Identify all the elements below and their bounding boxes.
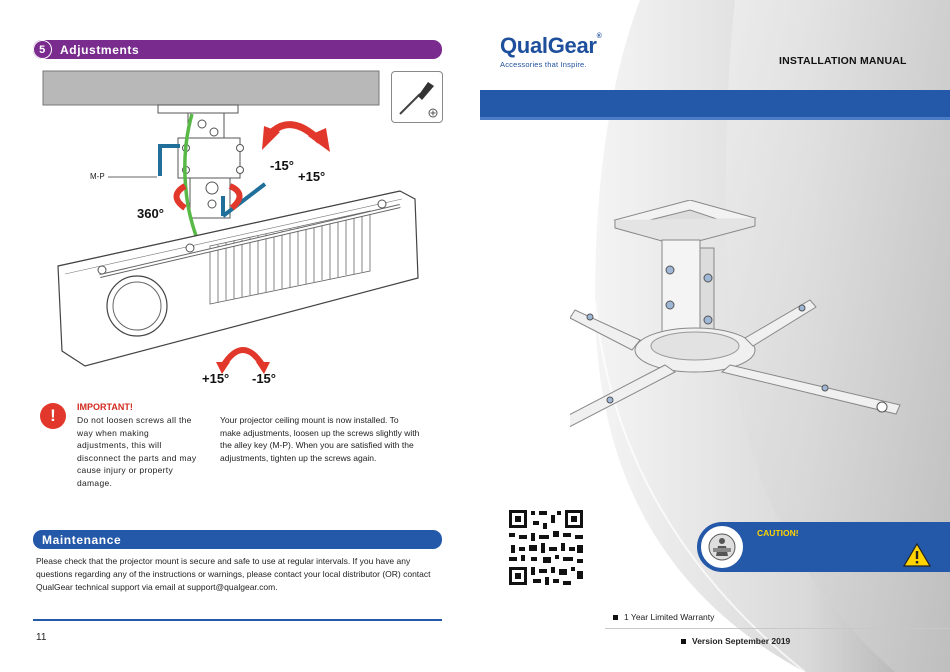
bullet-square (613, 615, 618, 620)
bottom-divider (33, 619, 442, 621)
caution-title: CAUTION! (757, 528, 799, 538)
step-number: 5 (33, 40, 52, 59)
caution-hand-icon (699, 524, 745, 570)
right-page (475, 0, 950, 672)
angle-top-minus-label: -15° (270, 158, 294, 173)
page-number: 11 (36, 632, 47, 643)
installed-text: Your projector ceiling mount is now installed. To make adjustments, loosen up the screws slightly with the alley key (M-P). When you are satisfied with the adjustments, tighten up the screws again. (220, 415, 420, 463)
warranty-text: 1 Year Limited Warranty (624, 612, 715, 622)
important-title: IMPORTANT! (77, 402, 133, 412)
bullet-square (681, 639, 686, 644)
maintenance-header (33, 530, 442, 549)
adjustments-header (33, 40, 442, 59)
important-icon: ! (40, 403, 66, 429)
maintenance-title: Maintenance (42, 532, 122, 547)
qr-code (505, 505, 587, 589)
angle-bottom-plus-label: +15° (202, 371, 230, 386)
mp-label: M-P (90, 172, 105, 181)
important-text: Do not loosen screws all the way when making adjustments, this will disconnect the parts and may cause injury or property damage. (77, 415, 197, 488)
maintenance-text: Please check that the projector mount is secure and safe to use at regular intervals. If you have any questions regarding any of the instructions or warnings, please contact your local distributor (OR) contact QualGear technical support via email at support@qualgear.com. (36, 556, 431, 592)
adjustments-title: Adjustments (60, 42, 140, 57)
qualgear-logo (500, 33, 602, 69)
warning-triangle-icon (903, 543, 931, 567)
projector-mount-illustration (40, 66, 450, 396)
version-line (681, 636, 790, 646)
ceiling-mount-product-image (570, 200, 910, 450)
title-band (480, 90, 950, 117)
warranty-line (613, 612, 714, 622)
title-band-accent (480, 117, 950, 120)
version-text: Version September 2019 (692, 636, 791, 646)
angle-360-label: 360° (137, 206, 164, 221)
screwdriver-tool-icon (391, 71, 443, 123)
warranty-divider (605, 628, 950, 629)
manual-title: INSTALLATION MANUAL (779, 55, 907, 67)
angle-bottom-minus-label: -15° (252, 371, 276, 386)
logo-tagline: Accessories that Inspire. (500, 60, 587, 69)
logo-reg: ® (596, 33, 602, 40)
angle-top-plus-label: +15° (298, 169, 326, 184)
logo-name: QualGear (500, 33, 597, 58)
